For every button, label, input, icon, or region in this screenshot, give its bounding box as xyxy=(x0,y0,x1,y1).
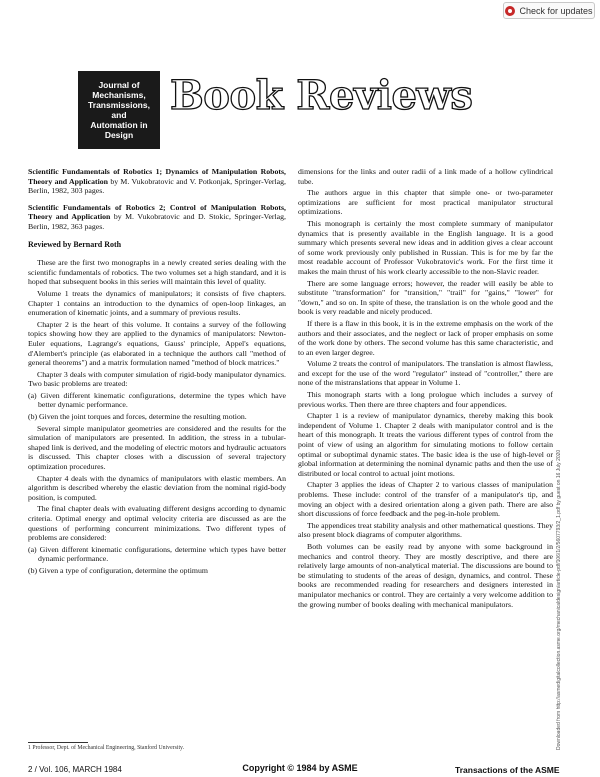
body-paragraph: Chapter 2 is the heart of this volume. It contains a survey of the following topics showing how they are applied to the dynamics of manipulators: Newton-Euler equations, Lagrange's equations, Gauss' principle, Appel's equations, d'Alembert's principle (as elaborated in a technique the authors call "method of general theorems") and a matrix formulation named "method of block matrices." xyxy=(28,319,286,368)
book-entry xyxy=(28,167,286,196)
body-paragraph: dimensions for the links and outer radii of a link made of a hollow cylindrical tube. xyxy=(298,167,553,186)
download-side-note xyxy=(556,30,566,750)
book-title: Scientific Fundamentals of Robotics 2; Control of Manipulation Robots, Theory and Application xyxy=(28,202,286,222)
body-paragraph: Both volumes can be easily read by anyone with some background in mechanics and control theory. They are mostly descriptive, and there are relatively large amounts of non-analytical material. The discussions are bound to be stimulating to students of the areas of design, dynamics, and control. These books are recommended reading for researchers and designers interested in manipulator mechanics or control. They are certainly a very welcome addition to the growing number of books dealing with mechanical manipulators. xyxy=(298,541,553,609)
left-column xyxy=(28,167,286,578)
body-paragraph: Several simple manipulator geometries are considered and the results for the simulation of manipulators are presented. In addition, the stress in a tubular-shaped link is derived, and the modeling of electric motors and hydraulic actuators is discussed. This chapter closes with a discussion of several trajectory optimization procedures. xyxy=(28,423,286,472)
body-paragraph: These are the first two monographs in a newly created series dealing with the scientific fundamentals of robotics. The two volumes set a high standard, and it is hoped that subsequent books in this series will maintain this level of quality. xyxy=(28,258,286,287)
book-entry xyxy=(28,203,286,232)
body-paragraph: The authors argue in this chapter that simple one- or two-parameter optimizations are sufficient for most practical manipulator structural optimizations. xyxy=(298,188,553,217)
list-item: (b) Given the joint torques and forces, determine the resulting motion. xyxy=(28,412,247,422)
body-paragraph: Chapter 3 applies the ideas of Chapter 2 to various classes of manipulation problems. These include: control of the transfer of a manipulator's tip, and moving an object with a desired orientation along a given path. There are also short discussions of force feedback and the peg-in-hole problem. xyxy=(298,480,553,519)
book-title: Scientific Fundamentals of Robotics 1; Dynamics of Manipulation Robots, Theory and Application xyxy=(28,167,286,186)
list-item: (a) Given different kinematic configurations, determine which types have better dynamic performance. xyxy=(28,544,286,564)
body-paragraph: Volume 1 treats the dynamics of manipulators; it consists of five chapters. Chapter 1 contains an introduction to the dynamics of open-loop linkages, an enumeration of kinematic joints, and a summary of previous results. xyxy=(28,288,286,318)
body-paragraph: If there is a flaw in this book, it is in the extreme emphasis on the work of the authors and their associates, and the neglect or lack of proper emphasis on some of the work done by others. The second volume has this same characteristic, and to an even larger degree. xyxy=(298,318,553,357)
body-paragraph: Chapter 4 deals with the dynamics of manipulators with elastic members. An algorithm is described whereby the elastic deviation from the nominal rigid-body position, is computed. xyxy=(28,473,286,502)
body-paragraph: This monograph is certainly the most complete summary of manipulator dynamics that is presently available in the English language. It is a good summary which presents several new ideas and in addition gives a clear account of some work previously only published in Russian. This is for me by far the most readable account of Professor Vukobratovic's work. For the first time it makes the main thrust of his work clearly accessible to the non-Slavic reader. xyxy=(298,218,553,276)
list-item: (b) Given a type of configuration, determine the optimum xyxy=(28,565,208,575)
body-paragraph: Chapter 3 deals with computer simulation of rigid-body manipulator dynamics. Two basic problems are treated: xyxy=(28,369,286,389)
body-paragraph: Volume 2 treats the control of manipulators. The translation is almost flawless, and except for the use of the word "regulator" instead of "controller," there are none of the mistranslations that appear in Volume 1. xyxy=(298,359,553,388)
section-title: Book Reviews xyxy=(170,72,473,119)
book-info: by M. Vukobratovic and D. Stokic, Springer-Verlag, Berlin, 1982, 363 pages. xyxy=(28,212,286,231)
check-for-updates-label: Check for updates xyxy=(519,5,593,16)
check-for-updates-button[interactable] xyxy=(503,2,595,19)
check-updates-icon xyxy=(505,6,515,16)
right-column xyxy=(298,167,553,611)
reviewer-line: Reviewed by Bernard Roth xyxy=(28,239,122,249)
body-paragraph: This monograph starts with a long prologue which includes a survey of previous works. Then there are three chapters and four appendices. xyxy=(298,390,553,409)
body-paragraph: Chapter 1 is a review of manipulator dynamics, thereby making this book independent of Volume 1. Chapter 2 deals with manipulator control and is the heart of this monograph. It treats the various different types of control from the point of view of using an algorithm for simulating motions to follow certain optimal or suboptimal dynamic states. The basic idea is the use of high-level or global information at determining the nominal dynamic paths and then the use of distributed or local control to actual joint motions. xyxy=(298,411,553,478)
body-paragraph: The appendices treat stability analysis and other mathematical questions. They also present block diagrams of computer algorithms. xyxy=(298,520,553,540)
journal-badge: Journal of Mechanisms, Transmissions, and Automation in Design xyxy=(78,71,160,149)
book-info: by M. Vukobratovic and V. Potkonjak, Springer-Verlag, Berlin, 1982, 303 pages. xyxy=(28,176,286,196)
footnote: 1 Professor, Dept. of Mechanical Engineering, Stanford University. xyxy=(28,745,185,751)
journal-name: Transactions of the ASME xyxy=(455,765,560,775)
page-number: 2 / Vol. 106, MARCH 1984 xyxy=(28,765,122,774)
download-side-note-text: Downloaded from http://asmedigitalcollection.asme.org/mechanicaldesign/article-pdf/106/1/2/5607793/2_1.pdf by guest on 16 July 2020 xyxy=(556,449,562,750)
footnote-divider xyxy=(28,742,88,743)
body-paragraph: There are some language errors; however, the reader will easily be able to substitute "transformation" for "transition," "trail" for "gains," "lower" for "down," and so on. In spite of these, the translation is on the whole good and the book is very readable and nicely produced. xyxy=(298,278,553,317)
body-paragraph: The final chapter deals with evaluating different designs according to dynamic criteria. Optimal energy and optimal velocity criteria are discussed as are the questions of performing concurrent minimizations. Two different types of problems are considered: xyxy=(28,504,286,543)
list-item: (a) Given different kinematic configurations, determine the types which have better dynamic performance. xyxy=(28,390,286,410)
copyright-notice: Copyright © 1984 by ASME xyxy=(242,763,358,773)
